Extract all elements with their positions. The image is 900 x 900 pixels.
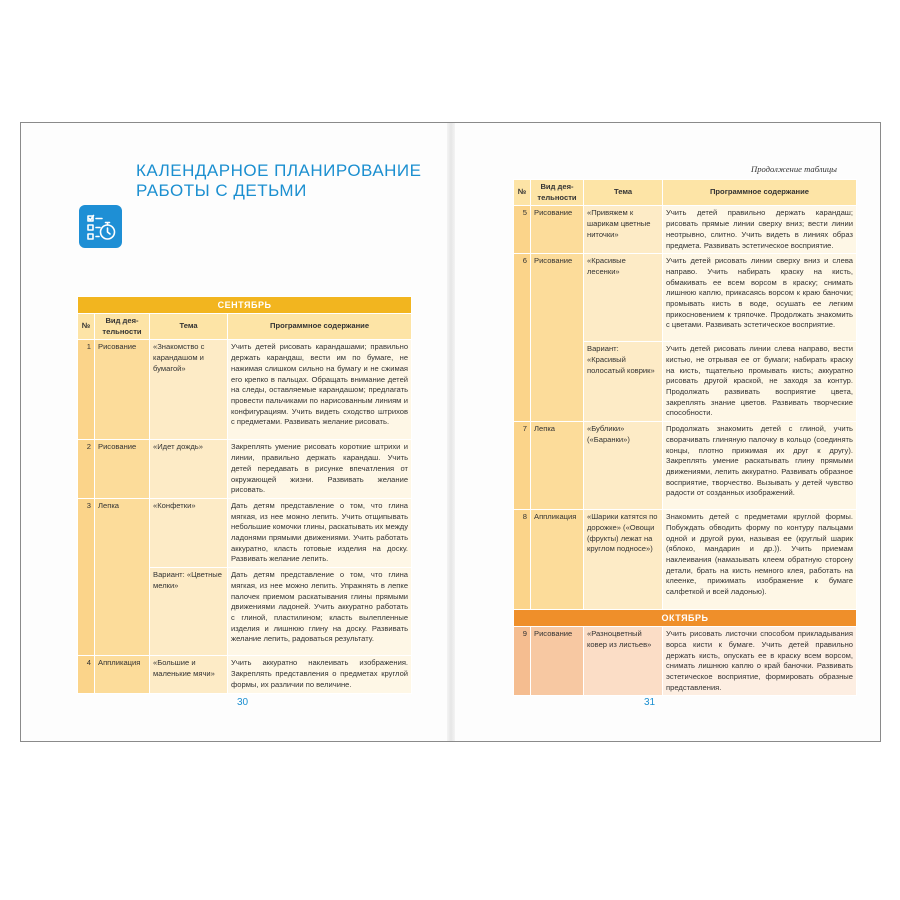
row-num: 7 [514, 422, 531, 510]
september-table [77, 296, 412, 694]
row-topic: «Привяжем к шарикам цветные ниточки» [584, 206, 663, 254]
row-topic: Вариант: «Красивый полосатый коврик» [584, 342, 663, 422]
row-content: Продолжать знакомить детей с глиной, учить сворачивать глиняную палочку в кольцо (соединять концы, плотно прижимая их друг к другу). Закреплять умение раскатывать глину прямыми движениями, лепить аккуратно. Развивать образное восприятие, творчество. Вызывать у детей чувство радости от созданных изображений. [663, 422, 857, 510]
row-activity: Рисование [95, 340, 150, 440]
row-topic: «Красивые лесенки» [584, 254, 663, 342]
month-row-october [514, 610, 857, 627]
table-row [78, 656, 412, 694]
page-number-left: 30 [237, 697, 249, 708]
header-content: Программное содержание [663, 180, 857, 206]
row-topic: «Шарики катятся по дорожке» («Овощи (фрукты) лежат на круглом подносе») [584, 510, 663, 610]
row-num: 8 [514, 510, 531, 610]
row-activity: Рисование [95, 440, 150, 499]
page-title [136, 161, 436, 201]
row-content: Дать детям представление о том, что глина мягкая, из нее можно лепить. Упражнять в лепке палочек приемом раскатывания глины прямыми движениями ладоней. Учить аккуратно работать с глиной, пластилином; класть вылепленные изделия и лишнюю глину на доску. Развивать желание лепить, радоваться результату. [228, 568, 412, 656]
row-activity: Аппликация [95, 656, 150, 694]
row-content: Знакомить детей с предметами круглой формы. Побуждать обводить форму по контуру пальцами одной и другой руки, называя ее (круглый шарик (яблоко, мандарин и др.)). Учить приемам наклеивания (намазывать клеем обратную сторону детали, брать на кисть немного клея, работать на клеенке, прижимать изображение к бумаге салфеткой и всей ладонью). [663, 510, 857, 610]
row-topic: Вариант: «Цветные мелки» [150, 568, 228, 656]
row-topic: «Бублики» («Баранки») [584, 422, 663, 510]
table-header [514, 180, 857, 206]
row-content: Закреплять умение рисовать короткие штрихи и линии, правильно держать карандаш. Учить детей передавать в рисунке впечатления от окружающей жизни. Развивать желание рисовать. [228, 440, 412, 499]
row-content: Учить аккуратно наклеивать изображения. Закреплять представления о предметах круглой формы, их различии по величине. [228, 656, 412, 694]
month-label: СЕНТЯБРЬ [78, 297, 412, 314]
table-row [78, 440, 412, 499]
row-activity: Лепка [531, 422, 584, 510]
row-num: 5 [514, 206, 531, 254]
table-row [78, 340, 412, 440]
header-num: № [514, 180, 531, 206]
header-content: Программное содержание [228, 314, 412, 340]
page-number-right: 31 [644, 697, 656, 708]
table-row [514, 422, 857, 510]
header-topic: Тема [584, 180, 663, 206]
row-topic: «Большие и маленькие мячи» [150, 656, 228, 694]
row-content: Учить детей рисовать линии слева направо, вести кистью, не отрывая ее от бумаги; набирать краску на кисть, тщательно промывать кисть; аккуратно рисовать другой краской, не заходя за контур. Продолжать развивать восприятие цвета, закреплять знание цветов. Развивать творческие способности. [663, 342, 857, 422]
checklist-stopwatch-icon [79, 205, 122, 248]
row-content: Дать детям представление о том, что глина мягкая, из нее можно лепить. Учить отщипывать небольшие комочки глины, раскатывать их между ладонями прямыми движениями. Учить работать аккуратно, класть готовые изделия на доску. Развивать желание лепить. [228, 498, 412, 567]
continuation-note: Продолжение таблицы [751, 164, 837, 174]
row-topic: «Разноцветный ковер из листьев» [584, 627, 663, 696]
row-activity: Рисование [531, 206, 584, 254]
row-activity: Лепка [95, 498, 150, 655]
row-num: 1 [78, 340, 95, 440]
row-num: 4 [78, 656, 95, 694]
title-line-1: КАЛЕНДАРНОЕ ПЛАНИРОВАНИЕ [136, 161, 422, 180]
month-row-september [78, 297, 412, 314]
row-topic: «Знакомство с карандашом и бумагой» [150, 340, 228, 440]
month-label: ОКТЯБРЬ [514, 610, 857, 627]
row-num: 2 [78, 440, 95, 499]
table-row [514, 206, 857, 254]
table-row [514, 627, 857, 696]
table-row [514, 254, 857, 342]
right-page [451, 123, 880, 741]
row-num: 9 [514, 627, 531, 696]
left-page [21, 123, 449, 741]
row-num: 3 [78, 498, 95, 655]
header-activity: Вид дея-тельности [95, 314, 150, 340]
row-topic: «Идет дождь» [150, 440, 228, 499]
row-activity: Аппликация [531, 510, 584, 610]
header-topic: Тема [150, 314, 228, 340]
table-row [514, 510, 857, 610]
continued-table [513, 179, 857, 696]
row-activity: Рисование [531, 627, 584, 696]
title-line-2: РАБОТЫ С ДЕТЬМИ [136, 181, 307, 200]
book-spread [20, 122, 881, 742]
header-activity: Вид дея-тельности [531, 180, 584, 206]
row-topic: «Конфетки» [150, 498, 228, 567]
row-content: Учить рисовать листочки способом прикладывания ворса кисти к бумаге. Учить детей правильно держать кисть, опускать ее в краску всем ворсом, снимать лишнюю каплю о край баночки. Развивать эстетическое восприятие, формировать образные представления. [663, 627, 857, 696]
header-num: № [78, 314, 95, 340]
table-row [78, 498, 412, 567]
row-activity: Рисование [531, 254, 584, 422]
table-header [78, 314, 412, 340]
row-num: 6 [514, 254, 531, 422]
row-content: Учить детей правильно держать карандаш; рисовать прямые линии сверху вниз; вести линии неотрывно, слитно. Учить видеть в линиях образ предмета. Развивать эстетическое восприятие. [663, 206, 857, 254]
row-content: Учить детей рисовать линии сверху вниз и слева направо. Учить набирать краску на кисть, обмакивать ее всем ворсом в краску; снимать лишнюю каплю, прикасаясь ворсом к краю баночки; промывать кисть в воде, осушать ее легким прикосновением к тряпочке. Продолжать знакомить с цветами. Развивать эстетическое восприятие. [663, 254, 857, 342]
row-content: Учить детей рисовать карандашами; правильно держать карандаш, вести им по бумаге, не нажимая слишком сильно на бумагу и не сжимая его крепко в пальцах. Обращать внимание детей на следы, оставляемые карандашом; предлагать провести пальчиками по нарисованным линиям и конфигурациям. Учить видеть сходство штрихов с предметами. Развивать желание рисовать. [228, 340, 412, 440]
